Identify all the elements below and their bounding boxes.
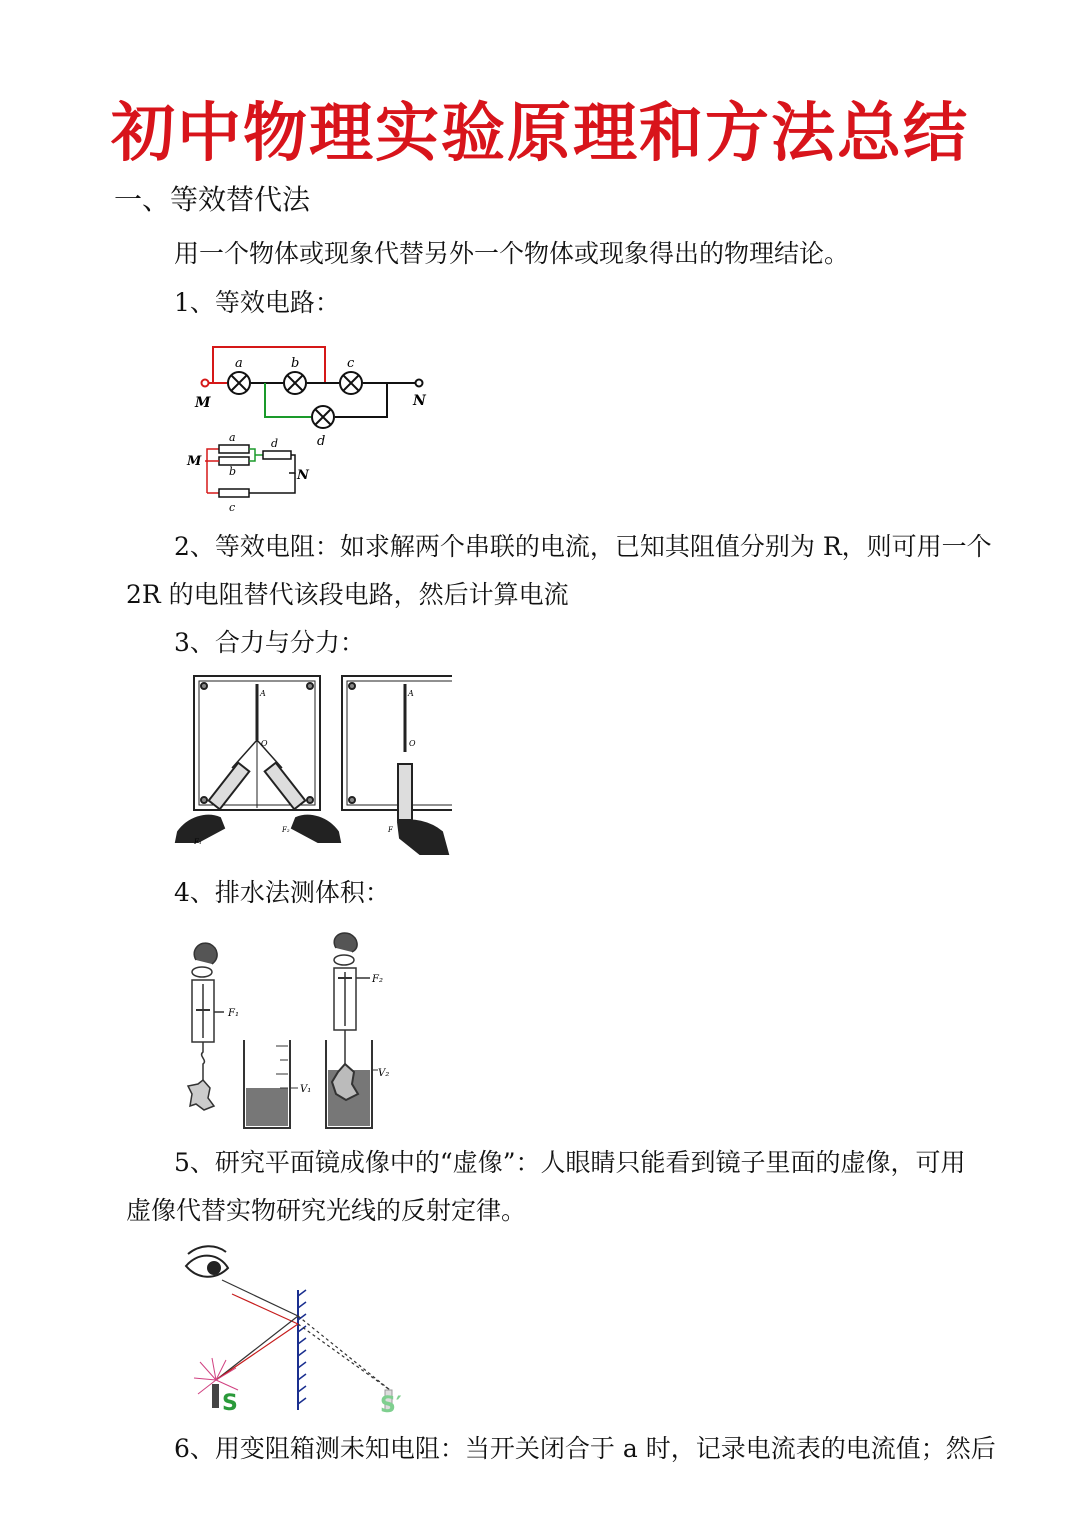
page-title: 初中物理实验原理和方法总结 (111, 97, 969, 171)
item-1-heading: 1、等效电路： (174, 288, 340, 317)
right-point-a-label: A (408, 689, 414, 698)
item-3-heading: 3、合力与分力： (174, 628, 365, 657)
scale-f1-label: F₁ (228, 1008, 239, 1019)
beaker-v1-label: V₁ (300, 1084, 312, 1095)
item-2-line-1: 2、等效电阻：如求解两个串联的电流，已知其阻值分别为 R，则可用一个 (174, 532, 992, 561)
displacement-figure (180, 930, 400, 1135)
force-f2-label: F₂ (282, 826, 290, 834)
lamp-c-label: c (347, 356, 355, 371)
beaker-1 (244, 1040, 298, 1128)
light-rays (216, 1280, 390, 1390)
resistor-a-label: a (229, 431, 236, 444)
lamp-d-label: d (317, 434, 326, 449)
lamp-a-label: a (235, 356, 243, 371)
source-s-label: S (222, 1391, 238, 1416)
item-5-line-1: 5、研究平面镜成像中的“虚像”：人眼睛只能看到镜子里面的虚像，可用 (174, 1148, 966, 1177)
terminal-n-label: N (413, 393, 426, 409)
left-board (176, 676, 340, 842)
item-5-line-2: 虚像代替实物研究光线的反射定律。 (126, 1196, 527, 1225)
bottom-circuit (205, 445, 295, 497)
right-board (342, 676, 452, 854)
item-4-heading: 4、排水法测体积： (174, 878, 390, 907)
image-s-prime-label: S′ (380, 1393, 402, 1418)
spring-scale-2 (334, 933, 370, 1064)
resistor-d-label: d (271, 437, 279, 450)
beaker-v2-label: V₂ (378, 1068, 390, 1079)
force-f-label: F (388, 826, 393, 834)
resistor-b-label: b (229, 465, 237, 478)
eye-icon (186, 1246, 228, 1277)
left-point-a-label: A (260, 689, 266, 698)
item-2-line-2: 2R 的电阻替代该段电路，然后计算电流 (126, 580, 569, 609)
force-f1-label: F₁ (194, 838, 202, 846)
section-heading: 一、等效替代法 (114, 183, 311, 216)
resistor-c-label: c (229, 501, 236, 514)
spring-scale-1 (188, 943, 224, 1110)
mirror (298, 1290, 306, 1410)
beaker-2 (326, 1040, 378, 1128)
item-6-line-1: 6、用变阻箱测未知电阻：当开关闭合于 a 时，记录电流表的电流值；然后 (174, 1434, 996, 1463)
left-point-o-label: O (261, 739, 268, 748)
bottom-m-label: M (187, 454, 202, 469)
equivalent-circuit-figure (185, 335, 445, 515)
section-intro: 用一个物体或现象代替另外一个物体或现象得出的物理结论。 (174, 239, 850, 268)
plane-mirror-figure (180, 1240, 420, 1420)
force-board-figure (172, 672, 452, 862)
right-point-o-label: O (409, 739, 416, 748)
terminal-m-label: M (195, 395, 211, 411)
lamp-b-label: b (291, 356, 300, 371)
bottom-n-label: N (297, 468, 309, 483)
scale-f2-label: F₂ (372, 974, 383, 985)
